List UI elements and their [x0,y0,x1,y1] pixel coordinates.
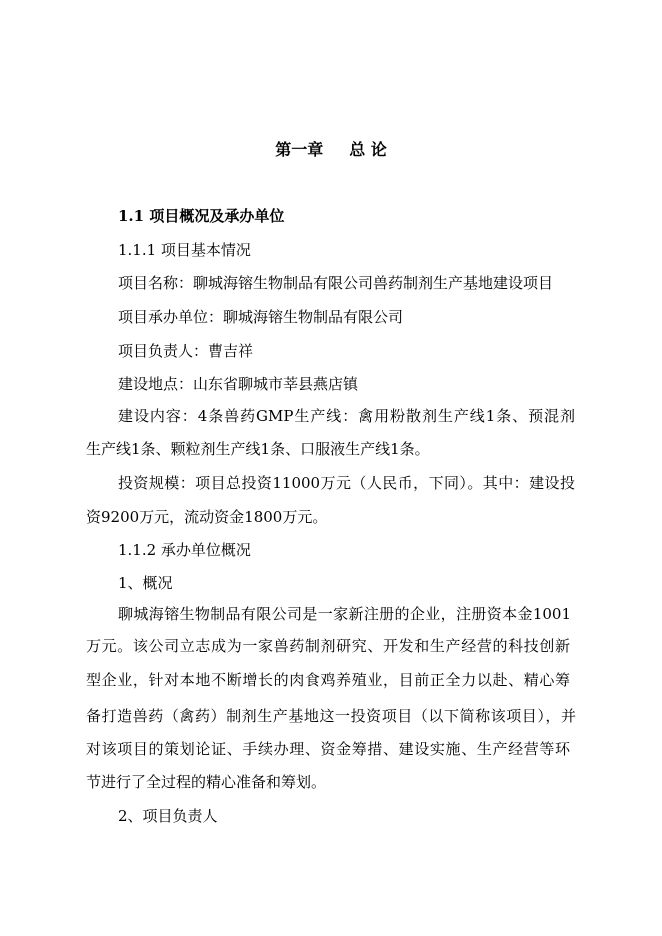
overview-line-2: 万元。该公司立志成为一家兽药制剂研究、开发和生产经营的科技创新 [86,637,570,655]
investment-line-1: 投资规模：项目总投资11000万元（人民币，下同）。其中：建设投 [118,474,575,492]
chapter-number: 第一章 [275,140,324,159]
subsection-heading-1-1-2: 1.1.2 承办单位概况 [118,541,251,559]
overview-line-3: 型企业，针对本地不断增长的肉食鸡养殖业，目前正全力以赴、精心筹 [86,671,570,689]
construction-location: 建设地点：山东省聊城市莘县燕店镇 [118,375,359,393]
overview-line-4: 备打造兽药（禽药）制剂生产基地这一投资项目（以下简称该项目），并 [86,707,576,725]
subsection-heading-1-1-1: 1.1.1 项目基本情况 [118,241,251,259]
project-leader: 项目负责人：曹吉祥 [118,342,254,360]
overview-heading: 1、概况 [118,574,173,592]
construction-content-line-1: 建设内容：4条兽药GMP生产线：禽用粉散剂生产线1条、预混剂 [118,407,575,425]
overview-line-5: 对该项目的策划论证、手续办理、资金筹措、建设实施、生产经营等环 [86,740,570,758]
section-heading-1-1: 1.1 项目概况及承办单位 [118,207,285,225]
construction-content-line-2: 生产线1条、颗粒剂生产线1条、口服液生产线1条。 [86,440,430,458]
chapter-title [0,140,662,160]
overview-line-1: 聊城海镕生物制品有限公司是一家新注册的企业，注册资本金1001 [118,605,571,623]
project-undertaker: 项目承办单位：聊城海镕生物制品有限公司 [118,308,404,326]
project-name: 项目名称：聊城海镕生物制品有限公司兽药制剂生产基地建设项目 [118,274,554,292]
overview-line-6: 节进行了全过程的精心准备和筹划。 [86,773,327,791]
chapter-name: 总 论 [349,140,387,159]
investment-line-2: 资9200万元，流动资金1800万元。 [86,508,328,526]
leader-heading: 2、项目负责人 [118,807,218,825]
